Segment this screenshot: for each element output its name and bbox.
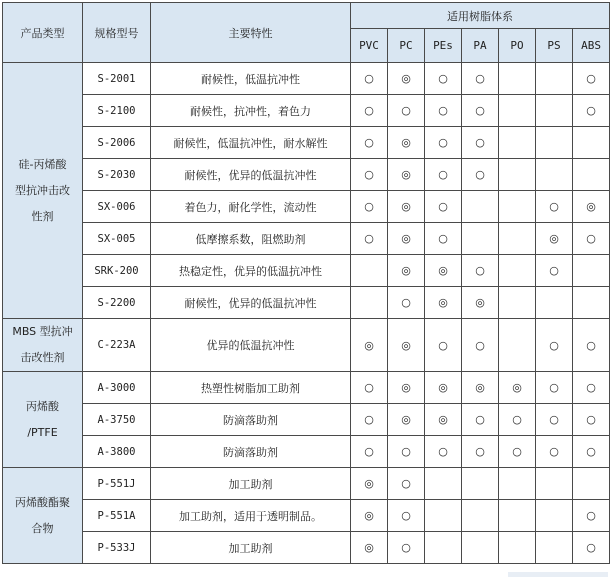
suitability-mark bbox=[573, 468, 610, 500]
suitability-mark: ◎ bbox=[573, 191, 610, 223]
suitability-mark bbox=[499, 319, 536, 372]
suitability-mark: ○ bbox=[388, 287, 425, 319]
suitability-mark bbox=[462, 223, 499, 255]
suitability-mark bbox=[536, 159, 573, 191]
table-row bbox=[3, 127, 610, 159]
suitability-mark: ○ bbox=[536, 255, 573, 287]
suitability-mark: ○ bbox=[425, 191, 462, 223]
model-cell: S-2006 bbox=[83, 127, 151, 159]
properties-cell: 防滴落助剂 bbox=[151, 404, 351, 436]
header-model: 规格型号 bbox=[83, 3, 151, 63]
model-cell: S-2100 bbox=[83, 95, 151, 127]
properties-cell: 热稳定性，优异的低温抗冲性 bbox=[151, 255, 351, 287]
model-cell: S-2030 bbox=[83, 159, 151, 191]
table-row bbox=[3, 223, 610, 255]
suitability-mark: ○ bbox=[499, 404, 536, 436]
suitability-mark: ◎ bbox=[351, 468, 388, 500]
suitability-mark: ○ bbox=[573, 500, 610, 532]
model-cell: SX-006 bbox=[83, 191, 151, 223]
suitability-mark bbox=[536, 287, 573, 319]
suitability-mark bbox=[499, 95, 536, 127]
suitability-mark: ○ bbox=[388, 95, 425, 127]
suitability-mark: ◎ bbox=[462, 372, 499, 404]
header-resin-ps: PS bbox=[536, 29, 573, 63]
header-resin-pc: PC bbox=[388, 29, 425, 63]
suitability-mark: ○ bbox=[351, 159, 388, 191]
product-type-cell: 硅-丙烯酸 型抗冲击改 性剂 bbox=[3, 63, 83, 319]
suitability-mark bbox=[462, 191, 499, 223]
suitability-mark: ○ bbox=[573, 404, 610, 436]
table-row bbox=[3, 436, 610, 468]
suitability-mark: ◎ bbox=[388, 63, 425, 95]
header-resin-pes: PEs bbox=[425, 29, 462, 63]
suitability-mark bbox=[573, 255, 610, 287]
suitability-mark: ○ bbox=[536, 372, 573, 404]
suitability-mark bbox=[425, 500, 462, 532]
suitability-mark: ◎ bbox=[536, 223, 573, 255]
model-cell: S-2001 bbox=[83, 63, 151, 95]
suitability-mark: ◎ bbox=[388, 372, 425, 404]
properties-cell: 耐候性，低温抗冲性，耐水解性 bbox=[151, 127, 351, 159]
suitability-mark bbox=[499, 223, 536, 255]
header-product-type: 产品类型 bbox=[3, 3, 83, 63]
suitability-mark: ○ bbox=[351, 223, 388, 255]
suitability-mark: ◎ bbox=[388, 255, 425, 287]
suitability-mark bbox=[536, 500, 573, 532]
suitability-mark bbox=[573, 287, 610, 319]
suitability-mark: ○ bbox=[573, 436, 610, 468]
suitability-mark: ○ bbox=[351, 63, 388, 95]
model-cell: A-3800 bbox=[83, 436, 151, 468]
suitability-mark bbox=[499, 287, 536, 319]
suitability-mark bbox=[499, 532, 536, 564]
suitability-mark bbox=[499, 468, 536, 500]
model-cell: SX-005 bbox=[83, 223, 151, 255]
table-row bbox=[3, 287, 610, 319]
suitability-mark: ○ bbox=[462, 95, 499, 127]
suitability-mark: ◎ bbox=[499, 372, 536, 404]
product-type-cell: 丙烯酸 /PTFE bbox=[3, 372, 83, 468]
suitability-mark: ◎ bbox=[425, 372, 462, 404]
table-row bbox=[3, 63, 610, 95]
suitability-mark bbox=[536, 63, 573, 95]
suitability-mark bbox=[573, 159, 610, 191]
suitability-mark: ○ bbox=[462, 436, 499, 468]
suitability-mark: ◎ bbox=[425, 287, 462, 319]
suitability-mark: ◎ bbox=[425, 404, 462, 436]
suitability-mark: ◎ bbox=[351, 532, 388, 564]
suitability-mark: ◎ bbox=[351, 500, 388, 532]
table-row bbox=[3, 159, 610, 191]
suitability-mark: ◎ bbox=[388, 223, 425, 255]
table-row bbox=[3, 255, 610, 287]
suitability-mark: ○ bbox=[388, 468, 425, 500]
suitability-mark: ○ bbox=[573, 532, 610, 564]
header-resin-pvc: PVC bbox=[351, 29, 388, 63]
properties-cell: 着色力，耐化学性，流动性 bbox=[151, 191, 351, 223]
suitability-mark: ◎ bbox=[388, 159, 425, 191]
header-resin-pa: PA bbox=[462, 29, 499, 63]
properties-cell: 耐候性，优异的低温抗冲性 bbox=[151, 287, 351, 319]
suitability-mark bbox=[536, 95, 573, 127]
product-type-cell: MBS 型抗冲 击改性剂 bbox=[3, 319, 83, 372]
model-cell: P-551J bbox=[83, 468, 151, 500]
suitability-mark: ○ bbox=[573, 319, 610, 372]
properties-cell: 优异的低温抗冲性 bbox=[151, 319, 351, 372]
table-row bbox=[3, 191, 610, 223]
suitability-mark: ○ bbox=[425, 436, 462, 468]
suitability-mark: ○ bbox=[425, 63, 462, 95]
suitability-mark: ○ bbox=[351, 95, 388, 127]
suitability-mark bbox=[499, 127, 536, 159]
suitability-mark: ○ bbox=[573, 63, 610, 95]
properties-cell: 防滴落助剂 bbox=[151, 436, 351, 468]
suitability-mark: ○ bbox=[351, 372, 388, 404]
properties-cell: 热塑性树脂加工助剂 bbox=[151, 372, 351, 404]
suitability-mark bbox=[499, 255, 536, 287]
suitability-mark bbox=[499, 63, 536, 95]
table-row bbox=[3, 319, 610, 372]
suitability-mark: ○ bbox=[425, 95, 462, 127]
header-resin-abs: ABS bbox=[573, 29, 610, 63]
model-cell: P-551A bbox=[83, 500, 151, 532]
header-resin-po: PO bbox=[499, 29, 536, 63]
suitability-mark: ◎ bbox=[388, 404, 425, 436]
suitability-mark: ○ bbox=[462, 159, 499, 191]
suitability-mark: ◎ bbox=[351, 319, 388, 372]
suitability-mark: ○ bbox=[388, 532, 425, 564]
suitability-mark: ○ bbox=[536, 191, 573, 223]
suitability-mark bbox=[536, 532, 573, 564]
suitability-mark: ◎ bbox=[388, 127, 425, 159]
suitability-mark: ○ bbox=[573, 95, 610, 127]
suitability-mark: ○ bbox=[536, 319, 573, 372]
product-type-cell: 丙烯酸酯聚 合物 bbox=[3, 468, 83, 564]
table-row bbox=[3, 95, 610, 127]
suitability-mark: ◎ bbox=[388, 191, 425, 223]
suitability-mark bbox=[425, 532, 462, 564]
suitability-mark: ○ bbox=[573, 372, 610, 404]
suitability-mark: ○ bbox=[462, 404, 499, 436]
model-cell: SRK-200 bbox=[83, 255, 151, 287]
header-properties: 主要特性 bbox=[151, 3, 351, 63]
suitability-mark: ○ bbox=[462, 63, 499, 95]
suitability-mark: ○ bbox=[536, 404, 573, 436]
suitability-mark: ○ bbox=[351, 436, 388, 468]
suitability-mark bbox=[573, 127, 610, 159]
suitability-mark bbox=[462, 532, 499, 564]
properties-cell: 耐候性，优异的低温抗冲性 bbox=[151, 159, 351, 191]
model-cell: A-3750 bbox=[83, 404, 151, 436]
table-row bbox=[3, 468, 610, 500]
model-cell: S-2200 bbox=[83, 287, 151, 319]
suitability-mark bbox=[499, 191, 536, 223]
suitability-mark bbox=[425, 468, 462, 500]
model-cell: P-533J bbox=[83, 532, 151, 564]
table-row bbox=[3, 532, 610, 564]
suitability-mark bbox=[462, 500, 499, 532]
model-cell: C-223A bbox=[83, 319, 151, 372]
table-row bbox=[3, 372, 610, 404]
suitability-mark: ◎ bbox=[388, 319, 425, 372]
suitability-mark: ○ bbox=[388, 500, 425, 532]
suitability-mark: ○ bbox=[536, 436, 573, 468]
header-resin-system: 适用树脂体系 bbox=[351, 3, 610, 29]
table-row bbox=[3, 500, 610, 532]
suitability-mark: ○ bbox=[499, 436, 536, 468]
suitability-mark bbox=[499, 500, 536, 532]
suitability-mark: ○ bbox=[388, 436, 425, 468]
properties-cell: 加工助剂 bbox=[151, 532, 351, 564]
suitability-mark: ○ bbox=[425, 127, 462, 159]
properties-cell: 耐候性，抗冲性，着色力 bbox=[151, 95, 351, 127]
properties-cell: 低摩擦系数，阻燃助剂 bbox=[151, 223, 351, 255]
table-row bbox=[3, 404, 610, 436]
model-cell: A-3000 bbox=[83, 372, 151, 404]
suitability-mark: ○ bbox=[425, 319, 462, 372]
suitability-mark bbox=[536, 468, 573, 500]
suitability-mark bbox=[351, 287, 388, 319]
suitability-mark: ○ bbox=[351, 127, 388, 159]
suitability-mark: ○ bbox=[425, 159, 462, 191]
suitability-mark: ○ bbox=[462, 319, 499, 372]
suitability-mark bbox=[351, 255, 388, 287]
resin-compatibility-table bbox=[2, 2, 610, 564]
suitability-mark: ○ bbox=[351, 404, 388, 436]
suitability-mark: ◎ bbox=[462, 287, 499, 319]
suitability-mark bbox=[536, 127, 573, 159]
properties-cell: 加工助剂，适用于透明制品。 bbox=[151, 500, 351, 532]
watermark bbox=[508, 572, 608, 577]
properties-cell: 加工助剂 bbox=[151, 468, 351, 500]
suitability-mark: ○ bbox=[351, 191, 388, 223]
suitability-mark bbox=[499, 159, 536, 191]
suitability-mark: ○ bbox=[425, 223, 462, 255]
suitability-mark: ◎ bbox=[425, 255, 462, 287]
suitability-mark: ○ bbox=[573, 223, 610, 255]
properties-cell: 耐候性，低温抗冲性 bbox=[151, 63, 351, 95]
suitability-mark: ○ bbox=[462, 255, 499, 287]
suitability-mark: ○ bbox=[462, 127, 499, 159]
suitability-mark bbox=[462, 468, 499, 500]
